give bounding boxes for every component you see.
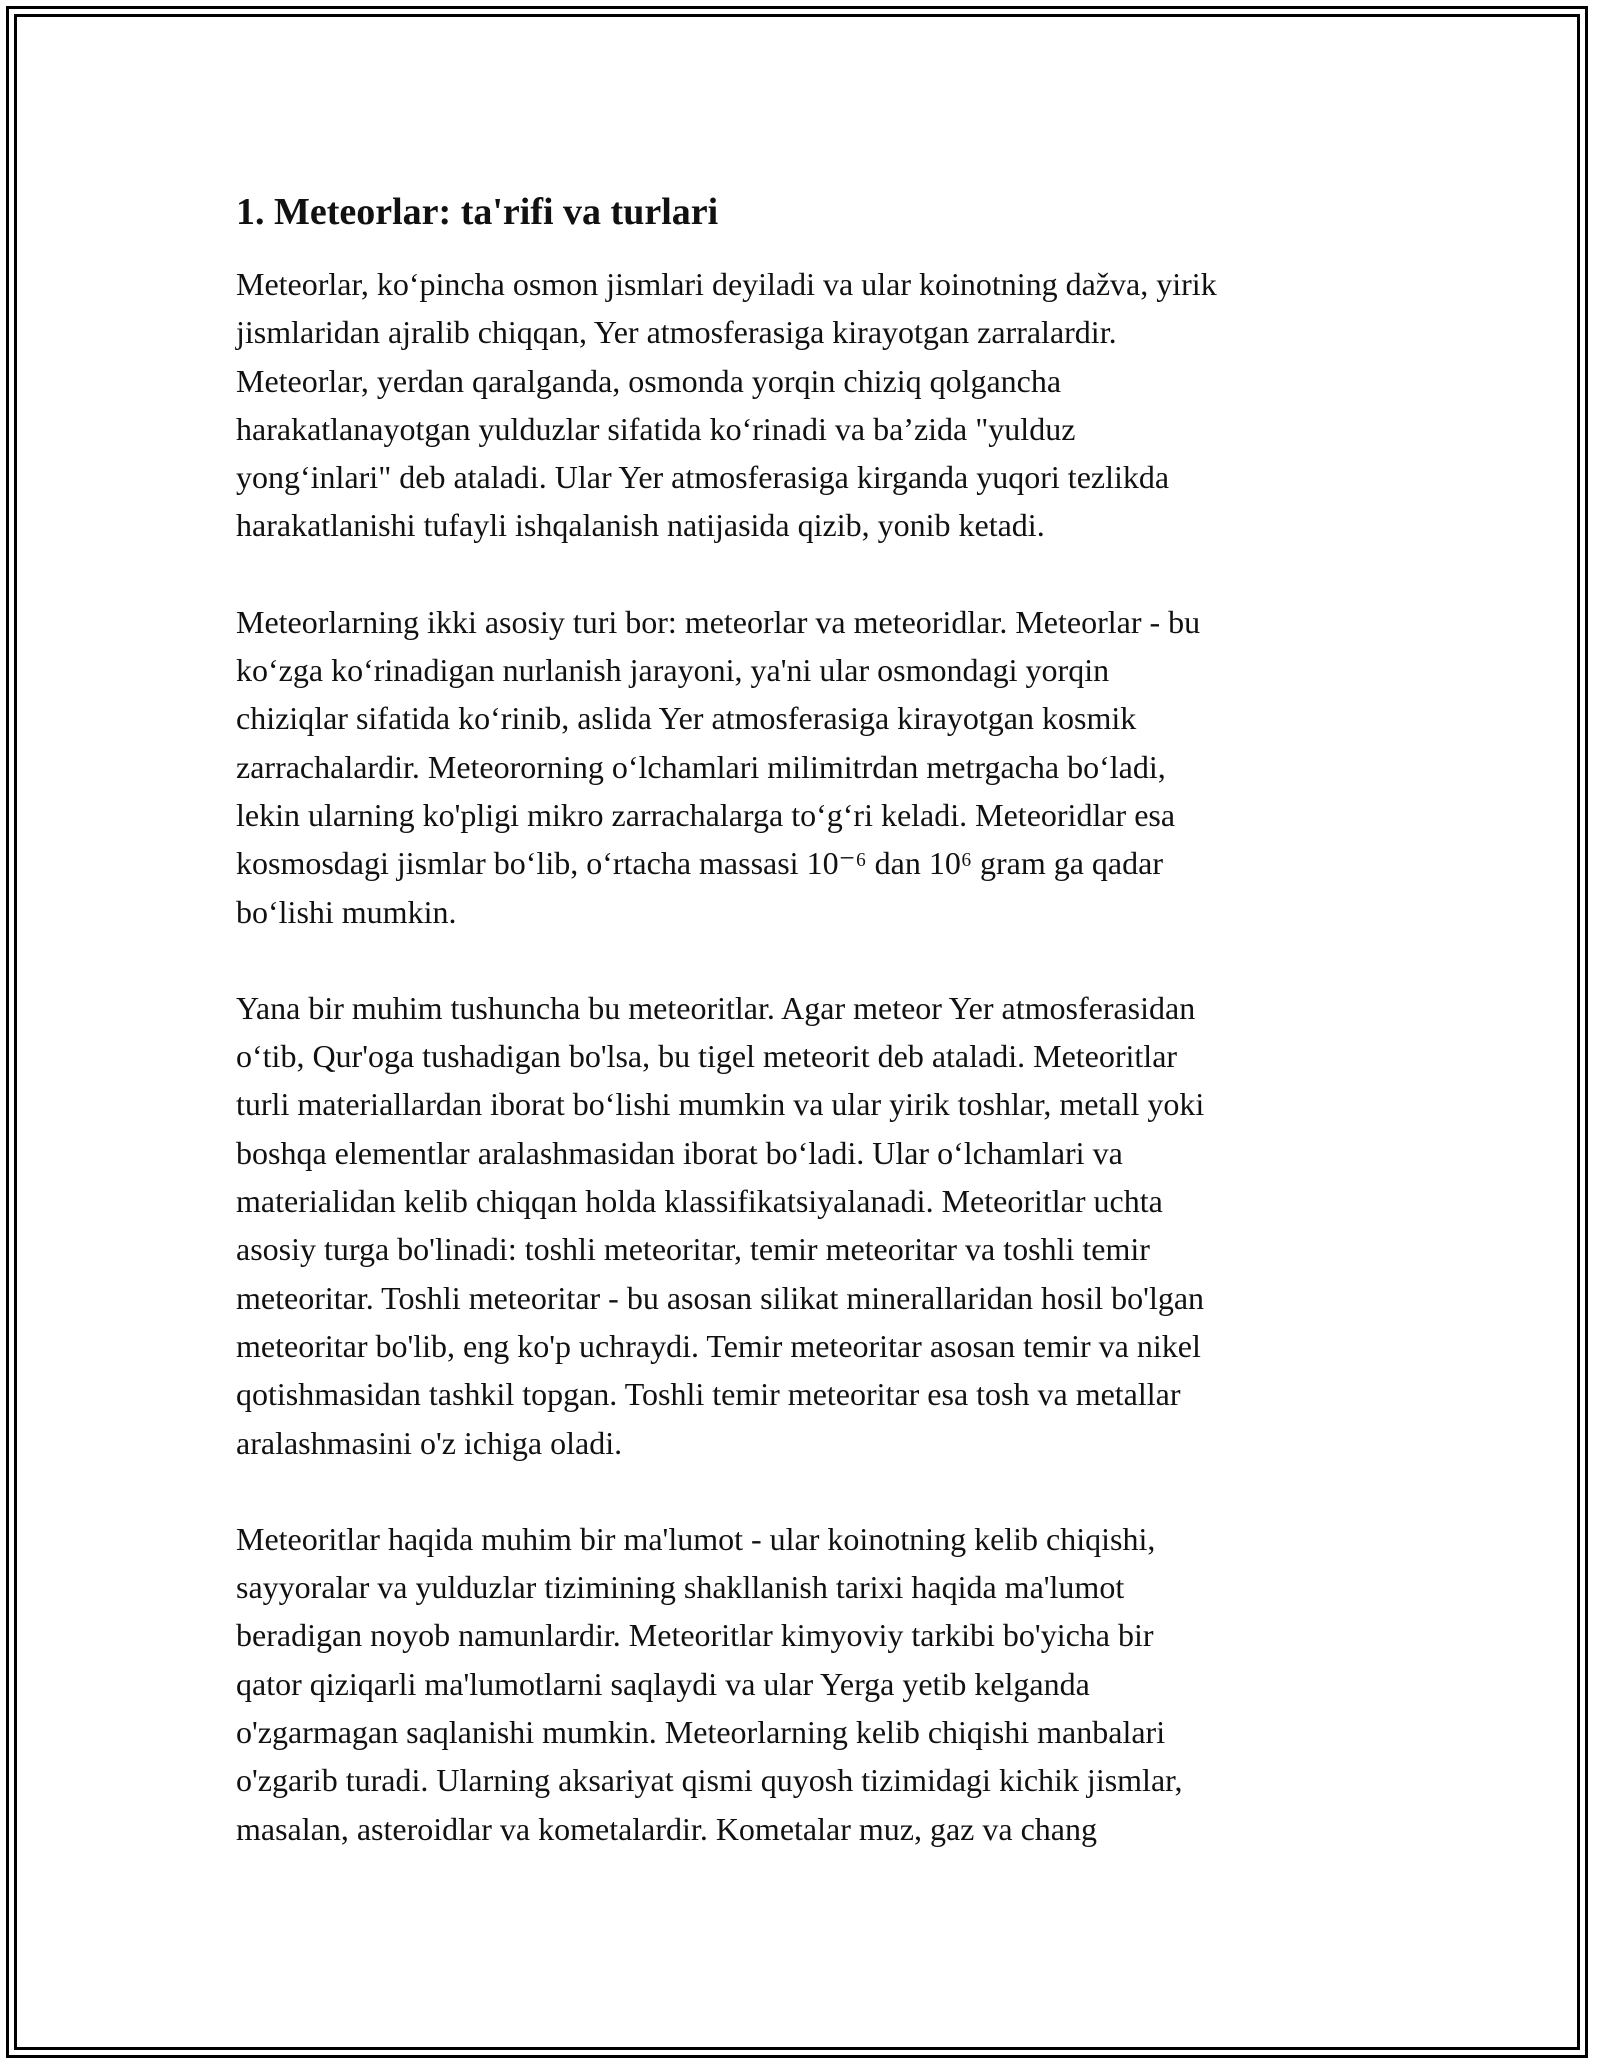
paragraph-2: Meteorlarning ikki asosiy turi bor: meteorlar va meteoridlar. Meteorlar - bu ko‘zga ko‘rinadigan nurlanish jarayoni, ya'ni ular osmondagi yorqin chiziqlar sifatida ko‘rinib, aslida Yer atmosferasiga kirayotgan kosmik zarrachalardir. Meteororning o‘lchamlari milimitrdan metrgacha bo‘ladi, lekin ularning ko'pligi mikro zarrachalarga to‘g‘ri keladi. Meteoridlar esa kosmosdagi jismlar bo‘lib, o‘rtacha massasi 10⁻⁶ dan 10⁶ gram ga qadar bo‘lishi mumkin. xyxy=(236,603,1201,930)
paragraph-3: Yana bir muhim tushuncha bu meteoritlar. Agar meteor Yer atmosferasidan o‘tib, Qur'oga tushadigan bo'lsa, bu tigel meteorit deb ataladi. Meteoritlar turli materiallardan iborat bo‘lishi mumkin va ular yirik toshlar, metall yoki boshqa elementlar aralashmasidan iborat bo‘ladi. Ular o‘lchamlari va materialidan kelib chiqqan holda klassifikatsiyalanadi. Meteoritlar uchta asosiy turga bo'linadi: toshli meteoritar, temir meteoritar va toshli temir meteoritar. Toshli meteoritar - bu asosan silikat minerallaridan hosil bo'lgan meteoritar bo'lib, eng ko'p uchraydi. Temir meteoritar asosan temir va nikel qotishmasidan tashkil topgan. Toshli temir meteoritar esa tosh va metallar aralashmasini o'z ichiga oladi. xyxy=(236,989,1205,1461)
paragraph-1: Meteorlar, ko‘pincha osmon jismlari deyiladi va ular koinotning dažva, yirik jismlaridan ajralib chiqqan, Yer atmosferasiga kirayotgan zarralardir. Meteorlar, yerdan qaralganda, osmonda yorqin chiziq qolgancha harakatlanayotgan yulduzlar sifatida ko‘rinadi va ba’zida "yulduz yong‘inlari" deb ataladi. Ular Yer atmosferasiga kirganda yuqori tezlikda harakatlanishi tufayli ishqalanish natijasida qizib, yonib ketadi. xyxy=(236,266,1217,544)
document-body xyxy=(236,186,1386,1901)
paragraph-4: Meteoritlar haqida muhim bir ma'lumot - ular koinotning kelib chiqishi, sayyoralar va yulduzlar tizimining shakllanish tarixi haqida ma'lumot beradigan noyob namunlardir. Meteoritlar kimyoviy tarkibi bo'yicha bir qator qiziqarli ma'lumotlarni saqlaydi va ular Yerga yetib kelganda o'zgarmagan saqlanishi mumkin. Meteorlarning kelib chiqishi manbalari o'zgarib turadi. Ularning aksariyat qismi quyosh tizimidagi kichik jismlar, masalan, asteroidlar va kometalardir. Kometalar muz, gaz va chang xyxy=(236,1520,1183,1847)
section-heading: 1. Meteorlar: ta'rifi va turlari xyxy=(236,191,719,233)
